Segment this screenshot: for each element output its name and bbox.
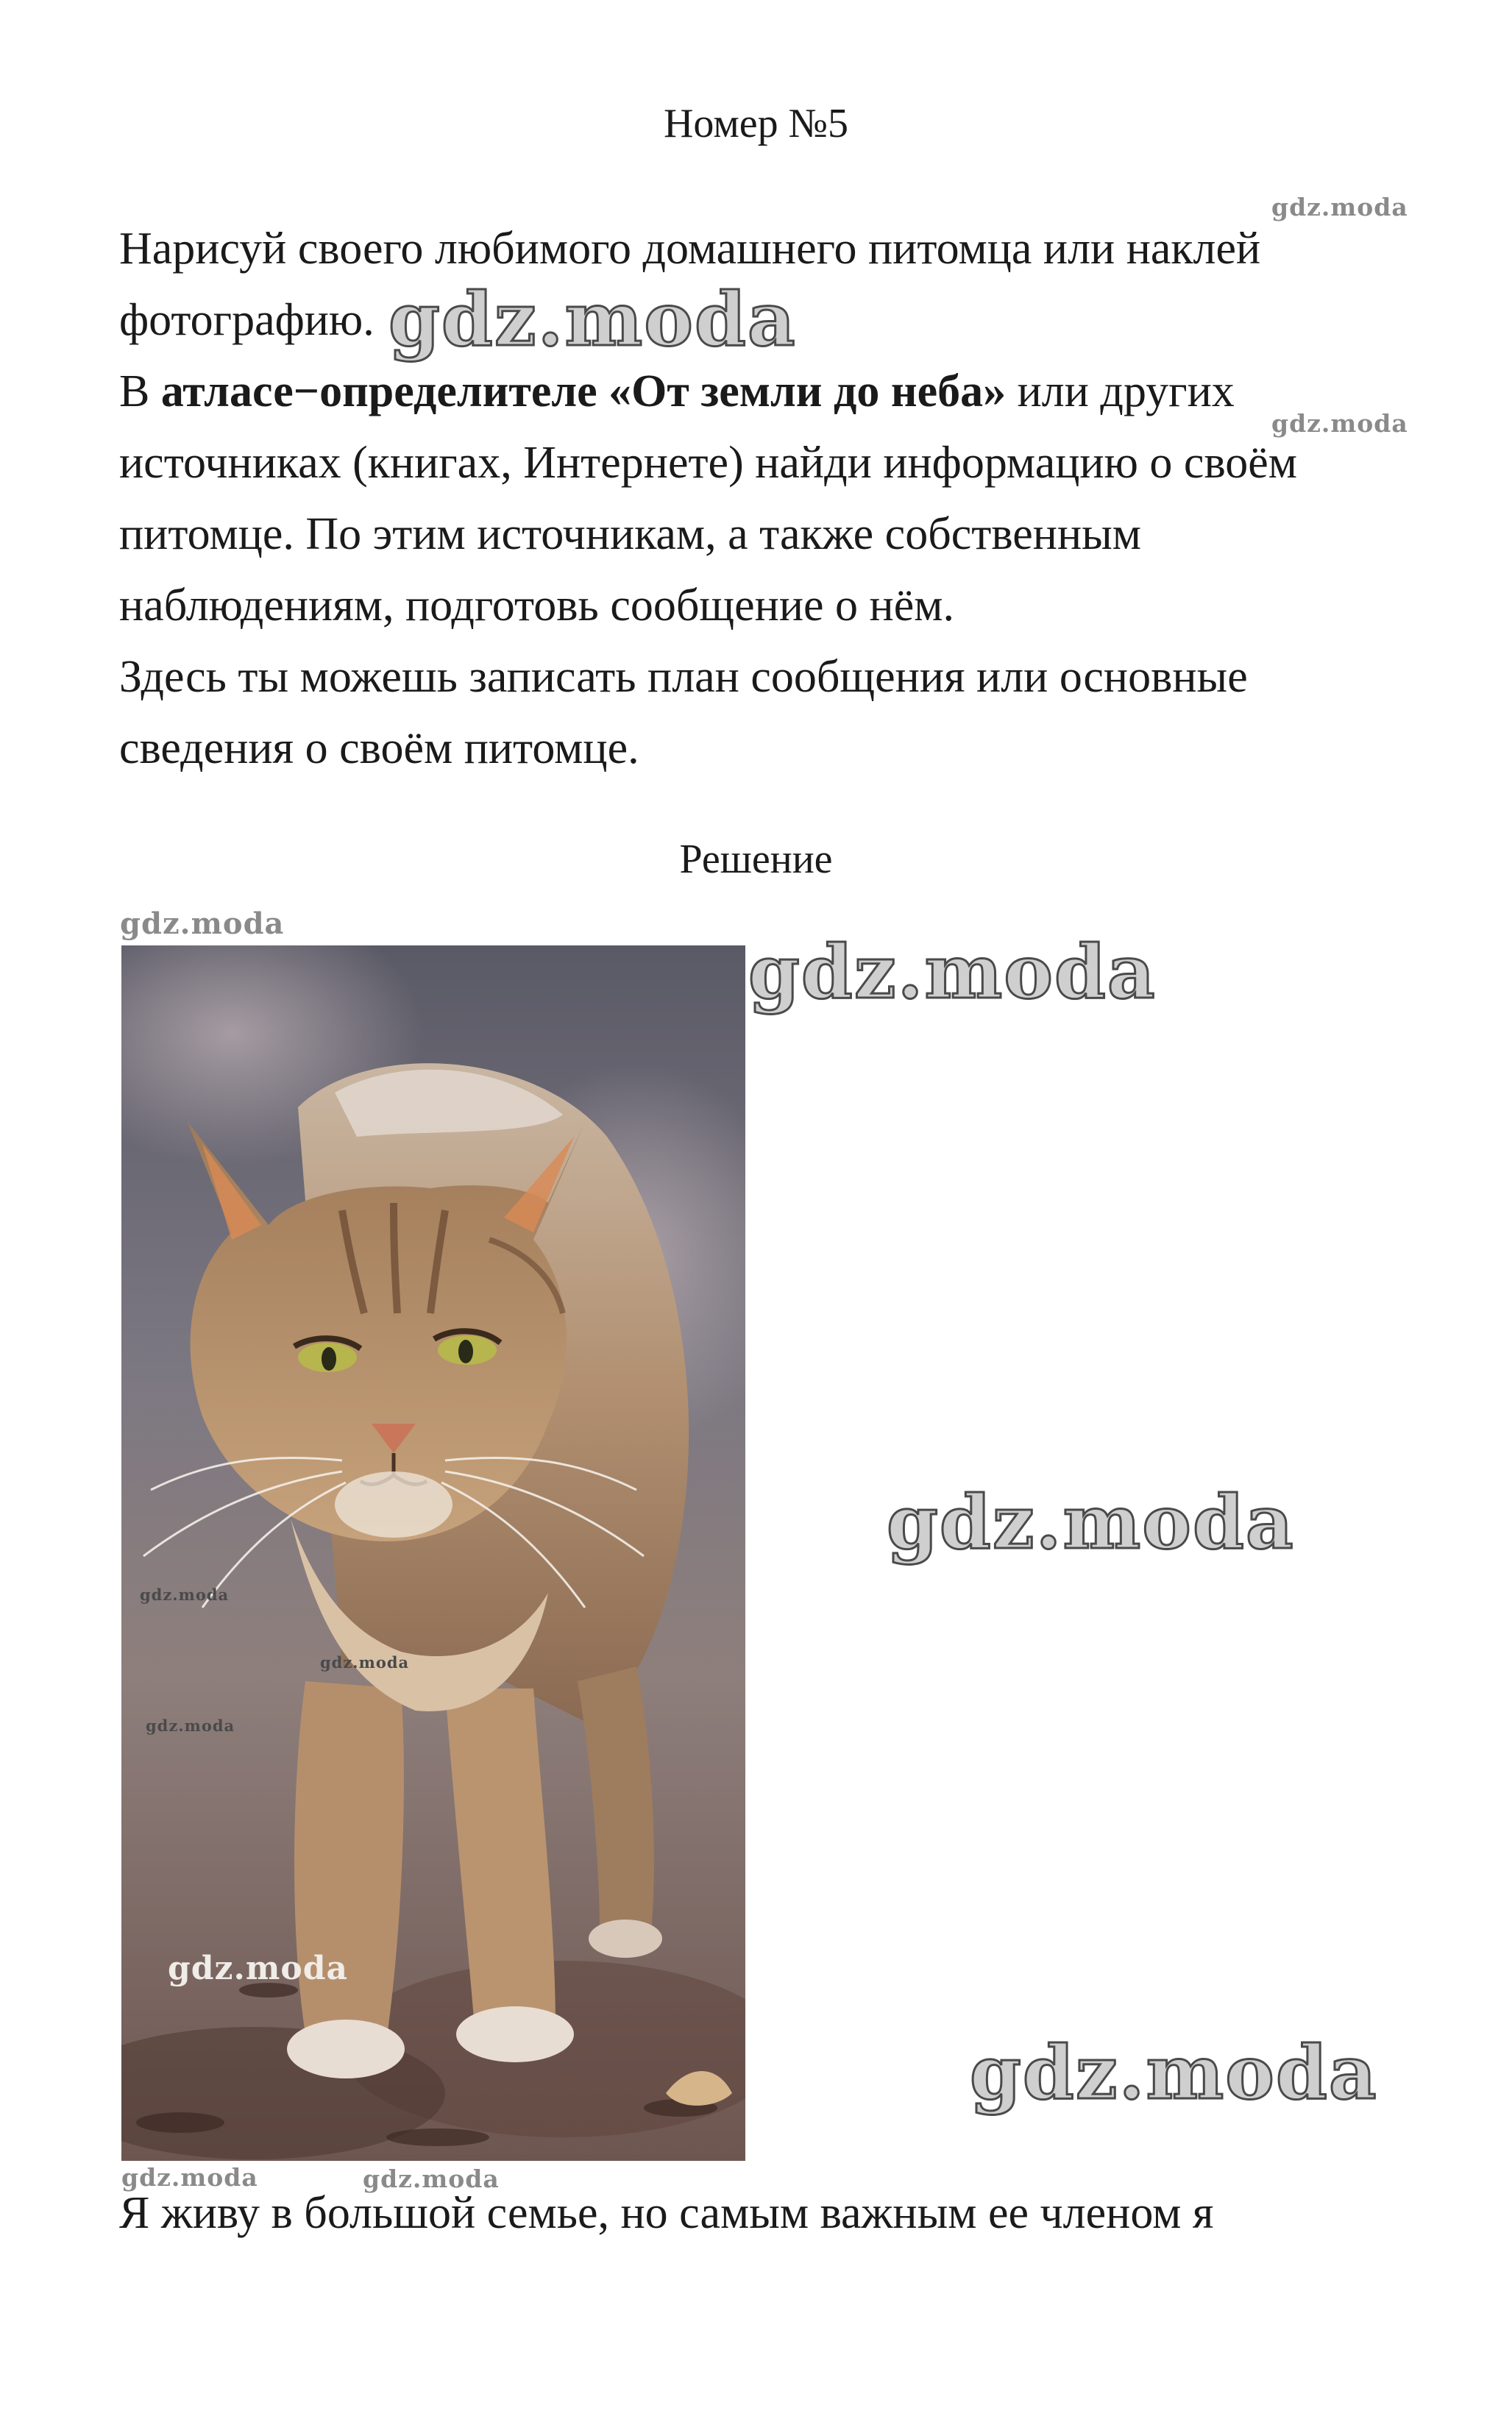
task-paragraph-3: Здесь ты можешь записать план сообщения или основные сведения о своём питомце. (119, 652, 1248, 773)
task-paragraph-1: Нарисуй своего любимого домашнего питомца или наклей фотографию. (119, 224, 1261, 345)
watermark: gdz.moda (120, 906, 285, 941)
watermark: gdz.moda (168, 1950, 349, 1987)
page-title: Номер №5 (663, 101, 849, 146)
watermark: gdz.moda (748, 928, 1157, 1015)
watermark: gdz.moda (140, 1586, 230, 1604)
solution-heading: Решение (679, 837, 833, 882)
atlas-title: атласе−определителе «От земли до неба» (160, 366, 1007, 416)
watermark: gdz.moda (388, 276, 797, 363)
watermark: gdz.moda (1271, 193, 1408, 221)
task-paragraph-2: В атласе−определителе «От земли до неба» или других источниках (книгах, Интернете) найди информацию о своём питомце. По этим источникам, а также собственным наблюдениям, подготовь сообщение о нём. (119, 366, 1298, 631)
watermark: gdz.moda (1271, 409, 1408, 438)
watermark: gdz.moda (363, 2165, 500, 2193)
watermark: gdz.moda (320, 1653, 410, 1672)
answer-text: Я живу в большой семье, но самым важным ее членом я (119, 2188, 1214, 2238)
watermark: gdz.moda (121, 2163, 258, 2192)
watermark: gdz.moda (970, 2029, 1378, 2116)
watermark: gdz.moda (146, 1716, 235, 1735)
watermark: gdz.moda (887, 1479, 1295, 1566)
